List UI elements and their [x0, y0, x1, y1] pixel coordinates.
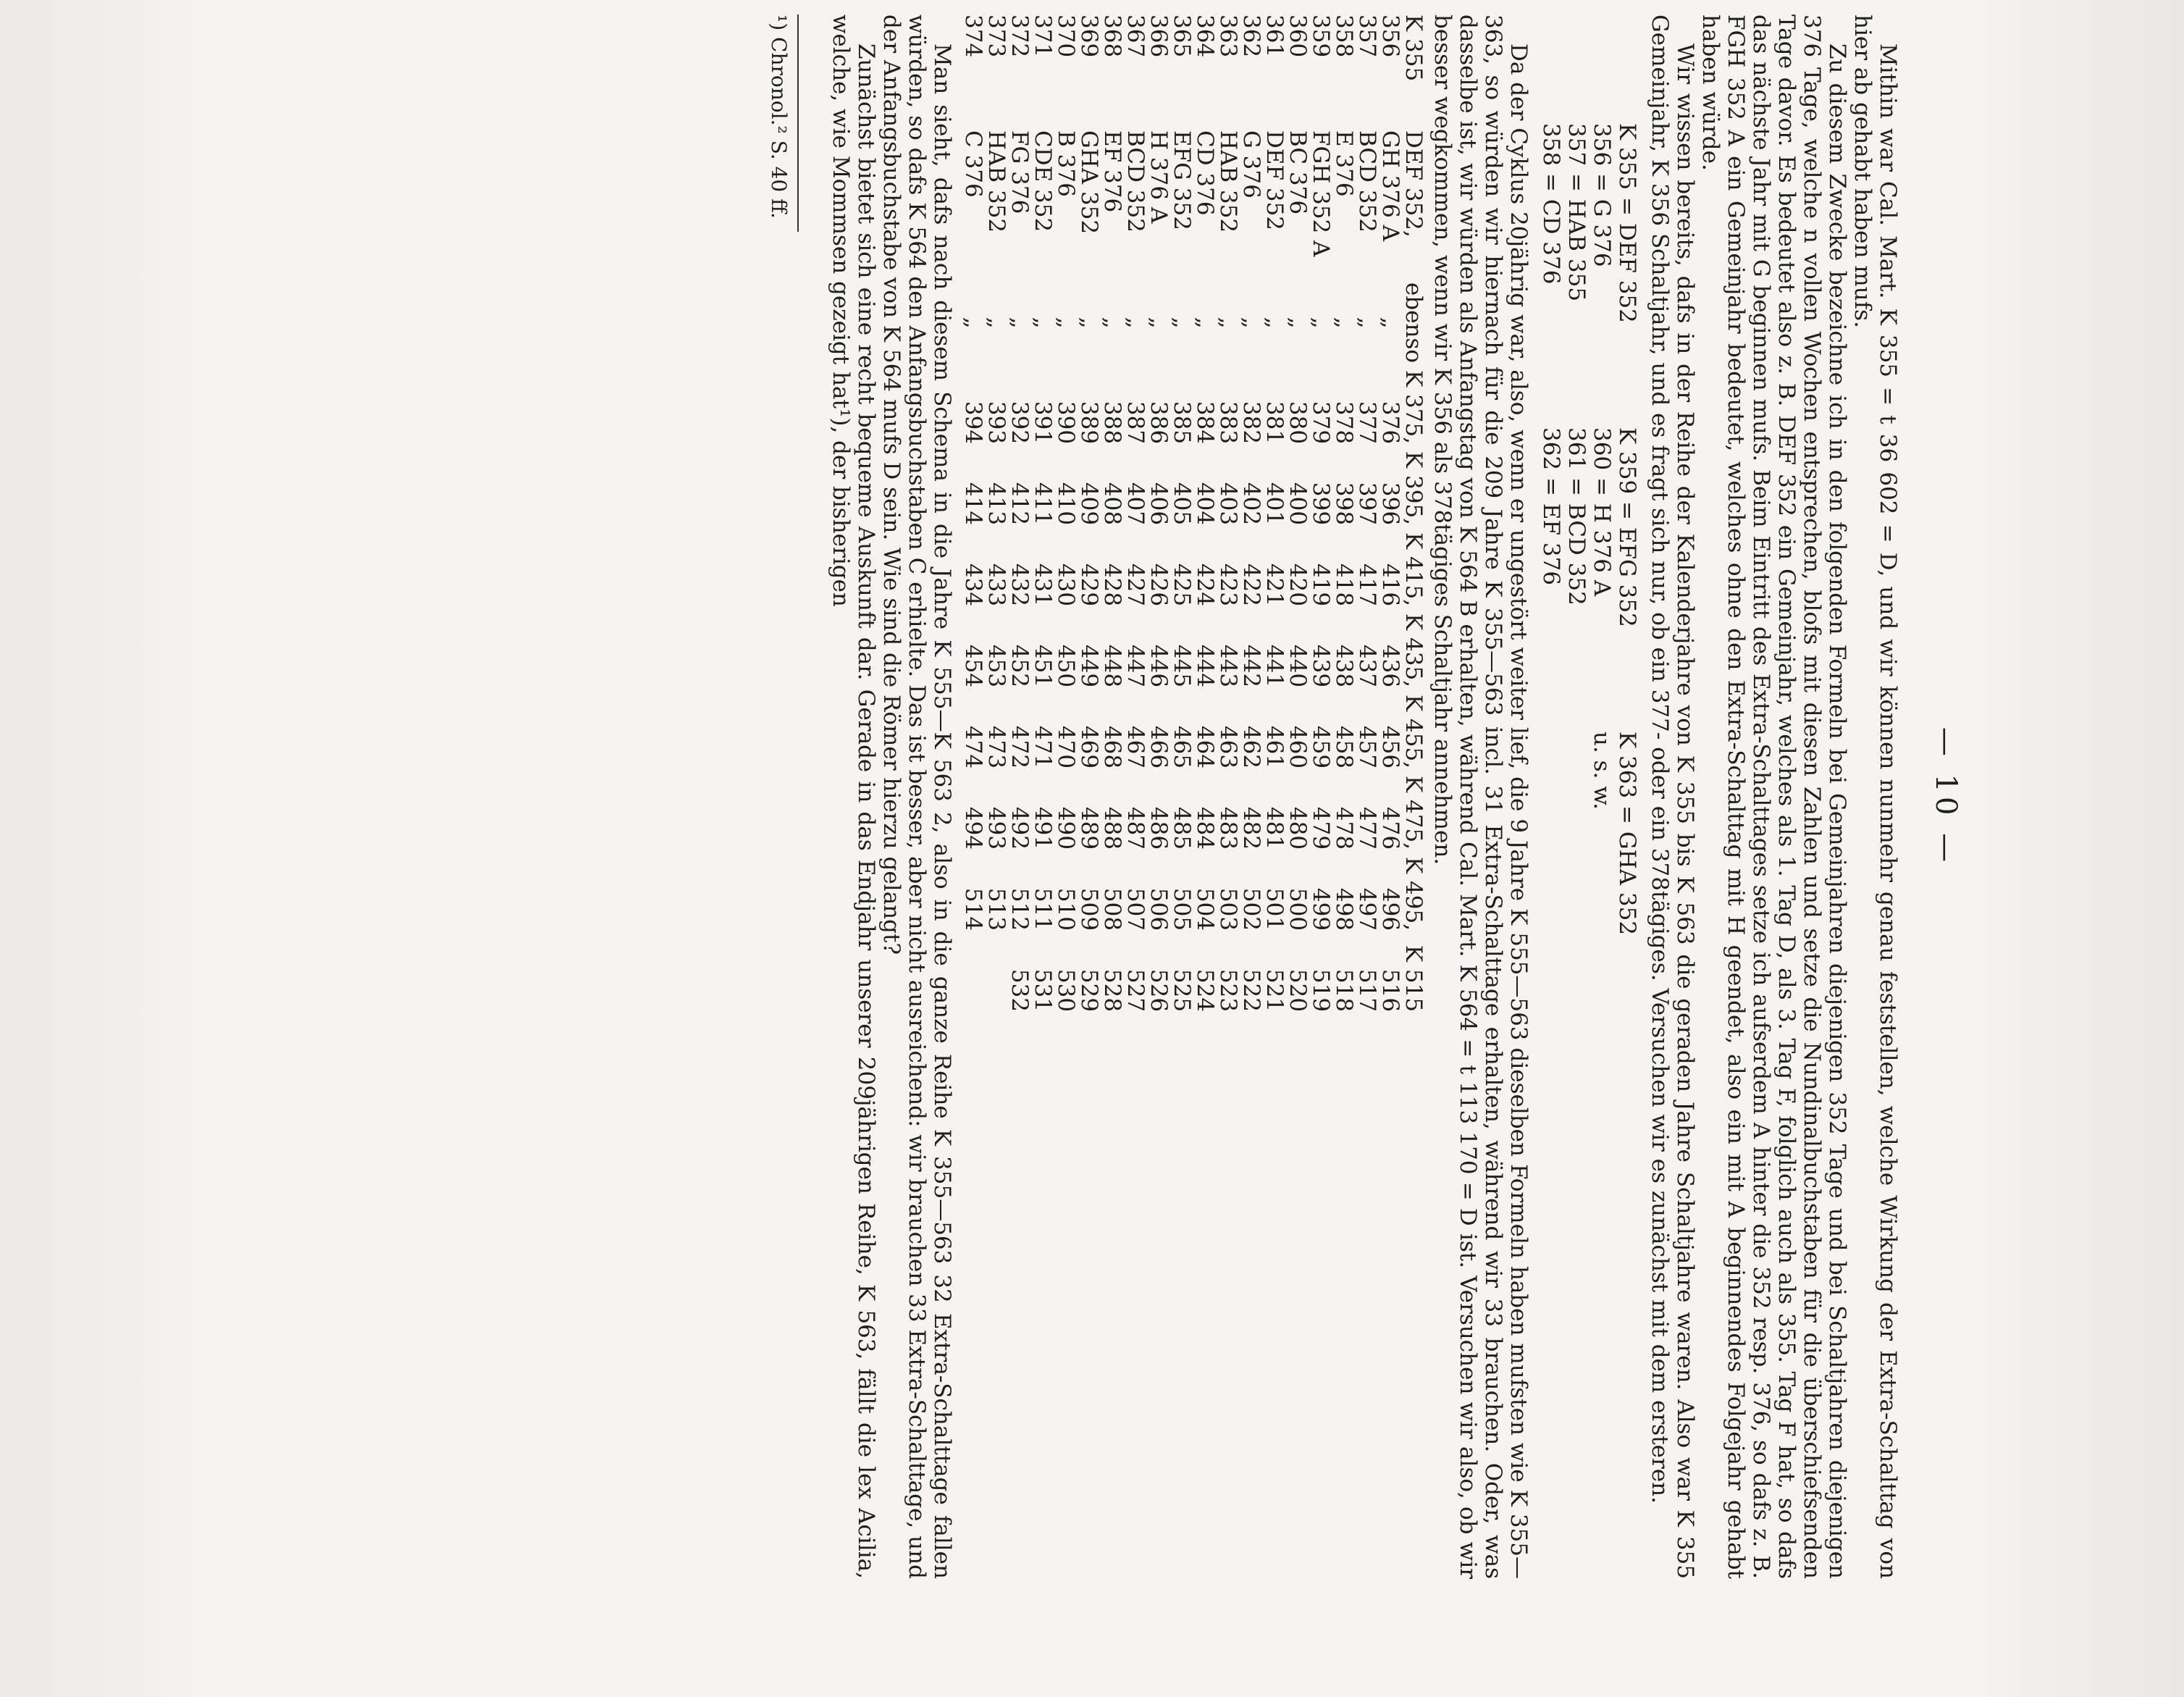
formula-cell: H 376 A	[1146, 130, 1172, 224]
note-cell: „	[960, 317, 986, 329]
value-cell: 440	[1285, 644, 1311, 688]
value-cell: 480	[1285, 806, 1311, 850]
year-cell: 359	[1308, 14, 1334, 58]
note-cell: „	[1076, 317, 1102, 329]
formula-cell: HAB 352	[983, 130, 1009, 233]
formula-line: 357 = HAB 355	[1563, 123, 1589, 302]
year-cell: 356	[1377, 14, 1403, 58]
formula-line: K 355 = DEF 352	[1614, 123, 1640, 323]
value-cell: 473	[983, 725, 1009, 769]
table-row	[1124, 14, 1147, 1012]
formula-cell: FGH 352 A	[1308, 130, 1334, 257]
table-row	[1240, 14, 1263, 1012]
value-cell: K 375,	[1400, 370, 1427, 445]
value-cell: 421	[1261, 563, 1288, 607]
value-cell: 501	[1261, 887, 1288, 931]
value-cell: 464	[1192, 725, 1218, 769]
table-row	[1008, 14, 1031, 1012]
value-cell: 446	[1146, 644, 1172, 688]
page-number: — 10 —	[1929, 726, 1962, 867]
value-cell: 425	[1169, 563, 1195, 607]
note-cell: „	[1030, 317, 1056, 329]
year-cell: 357	[1354, 14, 1380, 58]
value-cell: 466	[1146, 725, 1172, 769]
year-cell: 358	[1331, 14, 1357, 58]
value-cell: K 415,	[1400, 532, 1427, 607]
value-cell: 508	[1099, 887, 1125, 931]
value-cell: 487	[1122, 806, 1148, 850]
value-cell: 451	[1030, 644, 1056, 688]
formula-cell: CDE 352	[1030, 130, 1056, 232]
value-cell: 382	[1238, 401, 1264, 445]
value-cell: 381	[1261, 401, 1288, 445]
formula-cell: BC 376	[1285, 130, 1311, 215]
formula-column-3	[1538, 732, 1639, 1036]
formula-cell: B 376	[1053, 130, 1079, 197]
value-cell: 489	[1076, 806, 1102, 850]
value-cell: 419	[1308, 563, 1334, 607]
formula-cell: DEF 352	[1261, 130, 1288, 231]
value-cell: 505	[1169, 887, 1195, 931]
value-cell: 378	[1331, 401, 1357, 445]
formula-line: 361 = BCD 352	[1563, 427, 1589, 606]
table-row	[1379, 14, 1402, 1012]
rotated-page-content	[377, 14, 1970, 1579]
value-cell: 491	[1030, 806, 1056, 850]
table-row	[1193, 14, 1217, 1012]
table-row	[985, 14, 1008, 1012]
value-cell: 416	[1377, 563, 1403, 607]
value-cell: 417	[1354, 563, 1380, 607]
value-cell: 394	[960, 401, 986, 445]
formula-column-2	[1538, 427, 1639, 732]
value-cell: 427	[1122, 563, 1148, 607]
formula-line: 358 = CD 376	[1538, 123, 1564, 285]
value-cell: 428	[1099, 563, 1125, 607]
year-cell: 369	[1076, 14, 1102, 58]
table-row	[1356, 14, 1379, 1012]
note-cell: „	[1099, 317, 1125, 329]
value-cell: 502	[1238, 887, 1264, 931]
value-cell: 376	[1377, 401, 1403, 445]
value-cell: 408	[1099, 482, 1125, 526]
year-cell: 367	[1122, 14, 1148, 58]
value-cell: 490	[1053, 806, 1079, 850]
value-cell: 463	[1215, 725, 1241, 769]
formula-line: K 363 = GHA 352	[1614, 732, 1640, 936]
value-cell	[985, 931, 1008, 1012]
value-cell: 510	[1053, 887, 1079, 931]
value-cell: 509	[1076, 887, 1102, 931]
value-cell: 516	[1377, 968, 1403, 1013]
value-cell: 413	[983, 482, 1009, 526]
year-cell: 366	[1146, 14, 1172, 58]
year-cell: 362	[1238, 14, 1264, 58]
value-cell: 524	[1192, 968, 1218, 1013]
value-cell: 522	[1238, 968, 1264, 1013]
value-cell: 444	[1192, 644, 1218, 688]
value-cell: 494	[960, 806, 986, 850]
note-cell: „	[1331, 317, 1357, 329]
note-cell: „	[1169, 317, 1195, 329]
value-cell: 380	[1285, 401, 1311, 445]
value-cell: 498	[1331, 887, 1357, 931]
value-cell: 529	[1076, 968, 1102, 1013]
value-cell: 513	[983, 887, 1009, 931]
value-cell: 441	[1261, 644, 1288, 688]
formula-cell: HAB 352	[1215, 130, 1241, 233]
table-row	[1217, 14, 1240, 1012]
value-cell: 390	[1053, 401, 1079, 445]
year-cell: 370	[1053, 14, 1079, 58]
value-cell: 420	[1285, 563, 1311, 607]
table-row	[1147, 14, 1170, 1012]
paragraph-3: Wir wissen bereits, dafs in der Reihe der Kalenderjahre von K 355 bis K 563 die geraden Jahre Schaltjahre waren. Also war K 355 Gemeinjahr, K 356 Schaltjahr, und es fragt sich nur, ob ein 377- oder ein 378tägiges. Versuchen wir es zunächst mit dem ersteren.	[1647, 14, 1698, 1579]
value-cell: 514	[960, 887, 986, 931]
value-cell: 523	[1215, 968, 1241, 1013]
value-cell: 397	[1354, 482, 1380, 526]
value-cell: 531	[1030, 968, 1056, 1013]
value-cell: 389	[1076, 401, 1102, 445]
formula-cell: G 376	[1238, 130, 1264, 198]
value-cell: 377	[1354, 401, 1380, 445]
value-cell: 519	[1308, 968, 1334, 1013]
table-row	[962, 14, 985, 1012]
note-cell: „	[1215, 317, 1241, 329]
formula-block	[1538, 123, 1639, 1579]
value-cell: 401	[1261, 482, 1288, 526]
value-cell: 472	[1007, 725, 1033, 769]
value-cell: 387	[1122, 401, 1148, 445]
year-cell: 361	[1261, 14, 1288, 58]
value-cell: 458	[1331, 725, 1357, 769]
formula-cell: GH 376 A	[1377, 130, 1403, 242]
formula-cell: EF 376	[1099, 130, 1125, 213]
value-cell: 452	[1007, 644, 1033, 688]
schema-table	[962, 14, 1425, 1012]
value-cell: 398	[1331, 482, 1357, 526]
formula-line: K 359 = EFG 352	[1614, 427, 1640, 627]
value-cell: 532	[1007, 968, 1033, 1013]
value-cell: 483	[1215, 806, 1241, 850]
value-cell: 409	[1076, 482, 1102, 526]
value-cell: 424	[1192, 563, 1218, 607]
value-cell: K 515	[1400, 944, 1427, 1013]
value-cell: 493	[983, 806, 1009, 850]
note-cell: „	[1285, 317, 1311, 329]
value-cell: 407	[1122, 482, 1148, 526]
value-cell: 453	[983, 644, 1009, 688]
value-cell: 521	[1261, 968, 1288, 1013]
note-cell: „	[1007, 317, 1033, 329]
value-cell: 405	[1169, 482, 1195, 526]
value-cell: 454	[960, 644, 986, 688]
formula-cell: DEF 352,	[1400, 130, 1427, 238]
value-cell: 484	[1192, 806, 1218, 850]
value-cell: 530	[1053, 968, 1079, 1013]
value-cell: 517	[1354, 968, 1380, 1013]
table-row	[1263, 14, 1286, 1012]
table-row	[1031, 14, 1054, 1012]
value-cell: 411	[1030, 482, 1056, 526]
table-row	[1054, 14, 1078, 1012]
year-cell: K 355	[1400, 14, 1427, 82]
note-cell: „	[1146, 317, 1172, 329]
formula-line: 360 = H 376 A	[1589, 427, 1615, 597]
value-cell: 518	[1331, 968, 1357, 1013]
value-cell: 423	[1215, 563, 1241, 607]
value-cell: 406	[1146, 482, 1172, 526]
value-cell: 478	[1331, 806, 1357, 850]
formula-cell: CD 376	[1192, 130, 1218, 216]
value-cell: 460	[1285, 725, 1311, 769]
value-cell: 497	[1354, 887, 1380, 931]
value-cell: 384	[1192, 401, 1218, 445]
value-cell: 404	[1192, 482, 1218, 526]
value-cell: 526	[1146, 968, 1172, 1013]
value-cell: 437	[1354, 644, 1380, 688]
value-cell: 456	[1377, 725, 1403, 769]
formula-cell: BCD 352	[1122, 130, 1148, 232]
value-cell: 471	[1030, 725, 1056, 769]
value-cell: K 475,	[1400, 776, 1427, 850]
value-cell: 379	[1308, 401, 1334, 445]
value-cell: 392	[1007, 401, 1033, 445]
value-cell: K 395,	[1400, 451, 1427, 526]
value-cell: 418	[1331, 563, 1357, 607]
value-cell: 412	[1007, 482, 1033, 526]
value-cell: 481	[1261, 806, 1288, 850]
value-cell: 400	[1285, 482, 1311, 526]
value-cell: 511	[1030, 887, 1056, 931]
paragraph-1: Mithin war Cal. Mart. K 355 = t 36 602 = D, und wir können nunmehr genau feststellen, welche Wirkung der Extra-Schalttag von hier ab gehabt haben mufs.	[1849, 14, 1901, 1579]
value-cell: 507	[1122, 887, 1148, 931]
year-cell: 364	[1192, 14, 1218, 58]
value-cell: 528	[1099, 968, 1125, 1013]
paragraph-4: Da der Cyklus 20jährig war, also, wenn er ungestört weiter lief, die 9 Jahre K 555—563 dieselben Formeln haben mufsten wie K 355—363, so würden wir hiernach für die 209 Jahre K 355—563 incl. 31 Extra-Schalttage erhalten, während wir 33 brauchen. Oder, was dasselbe ist, wir würden als Anfangstag von K 564 B erhalten, während Cal. Mart. K 564 = t 113 170 = D ist. Versuchen wir also, ob wir besser wegkommen, wenn wir K 356 als 378tägiges Schaltjahr annehmen.	[1429, 14, 1532, 1579]
value-cell: 467	[1122, 725, 1148, 769]
value-cell: 402	[1238, 482, 1264, 526]
value-cell: 450	[1053, 644, 1079, 688]
value-cell: 388	[1099, 401, 1125, 445]
note-cell: ebenso	[1400, 282, 1427, 364]
value-cell: 504	[1192, 887, 1218, 931]
footnote: ¹) Chronol.² S. 40 ff.	[767, 14, 791, 219]
value-cell: K 455,	[1400, 695, 1427, 769]
note-cell: „	[1261, 317, 1288, 329]
value-cell: 492	[1007, 806, 1033, 850]
value-cell	[962, 931, 985, 1012]
value-cell: 410	[1053, 482, 1079, 526]
value-cell: 470	[1053, 725, 1079, 769]
value-cell: 477	[1354, 806, 1380, 850]
value-cell: 485	[1169, 806, 1195, 850]
value-cell: 439	[1308, 644, 1334, 688]
formula-cell: EFG 352	[1169, 130, 1195, 230]
value-cell: 479	[1308, 806, 1334, 850]
year-cell: 373	[983, 14, 1009, 58]
value-cell: 393	[983, 401, 1009, 445]
paragraph-6: Zunächst bietet sich eine recht bequeme Auskunft dar. Gerade in das Endjahr unserer 209jährigen Reihe, K 563, fällt die lex Acilia, welche, wie Mommsen gezeigt hat¹), der bisherigen	[828, 14, 879, 1579]
value-cell: 462	[1238, 725, 1264, 769]
formula-cell: C 376	[960, 130, 986, 198]
value-cell: 431	[1030, 563, 1056, 607]
value-cell: 430	[1053, 563, 1079, 607]
value-cell: 386	[1146, 401, 1172, 445]
value-cell: 438	[1331, 644, 1357, 688]
body-text-top	[1647, 14, 1900, 1579]
value-cell: 391	[1030, 401, 1056, 445]
value-cell: 422	[1238, 563, 1264, 607]
formula-line: 356 = G 376	[1589, 123, 1615, 267]
note-cell: „	[983, 317, 1009, 329]
value-cell: 496	[1377, 887, 1403, 931]
value-cell: 457	[1354, 725, 1380, 769]
value-cell: 465	[1169, 725, 1195, 769]
value-cell: 520	[1285, 968, 1311, 1013]
value-cell: 414	[960, 482, 986, 526]
formula-line: 362 = EF 376	[1538, 427, 1564, 586]
year-cell: 371	[1030, 14, 1056, 58]
note-cell: „	[1354, 317, 1380, 329]
note-cell: „	[1122, 317, 1148, 329]
value-cell: 486	[1146, 806, 1172, 850]
table-row	[1170, 14, 1193, 1012]
value-cell: 383	[1215, 401, 1241, 445]
paragraph-2: Zu diesem Zwecke bezeichne ich in den folgenden Formeln bei Gemeinjahren diejenigen 352 Tage und bei Schaltjahren diejenigen 376 Tage, welche n vollen Wochen entsprechen, blofs mit diesen Zahlen und setze die Nundinalbuchstaben für die überschiefsenden Tage davor. Es bedeutet also z. B. DEF 352 ein Gemeinjahr, welches als 1. Tag D, als 3. Tag F, folglich auch als 355. Tag F hat, so dafs das nächste Jahr mit G beginnen mufs. Beim Eintritt des Extra-Schalttages setze ich aufserdem A hinter die 352 resp. 376, so dafs z. B. FGH 352 A ein Gemeinjahr bedeutet, welches ohne den Extra-Schalttag mit H geendet, also ein mit A beginnendes Folgejahr gehabt haben würde.	[1697, 14, 1850, 1579]
table-row	[1286, 14, 1309, 1012]
value-cell: 433	[983, 563, 1009, 607]
value-cell: 403	[1215, 482, 1241, 526]
value-cell: 461	[1261, 725, 1288, 769]
formula-cell: FG 376	[1007, 130, 1033, 214]
value-cell: 476	[1377, 806, 1403, 850]
value-cell: 399	[1308, 482, 1334, 526]
value-cell: 499	[1308, 887, 1334, 931]
value-cell: K 435,	[1400, 613, 1427, 688]
year-cell: 360	[1285, 14, 1311, 58]
value-cell: 506	[1146, 887, 1172, 931]
value-cell: 488	[1099, 806, 1125, 850]
value-cell: 474	[960, 725, 986, 769]
table-row	[1309, 14, 1332, 1012]
value-cell: 432	[1007, 563, 1033, 607]
value-cell: K 495,	[1400, 857, 1427, 931]
paragraph-5: Man sieht, dafs nach diesem Schema in die Jahre K 555—K 563 2, also in die ganze Reihe K 355—563 32 Extra-Schalttage fallen würden, so dafs K 564 den Anfangsbuchstaben C erhielte. Das ist besser, aber nicht ausreichend: wir brauchen 33 Extra-Schalttage, und der Anfangsbuchstabe von K 564 mufs D sein. Wie sind die Römer hierzu gelangt?	[878, 14, 955, 1579]
value-cell: 443	[1215, 644, 1241, 688]
note-cell: „	[1238, 317, 1264, 329]
value-cell: 434	[960, 563, 986, 607]
formula-cell: BCD 352	[1354, 130, 1380, 232]
value-cell: 436	[1377, 644, 1403, 688]
table-row	[1332, 14, 1356, 1012]
table-row	[1402, 14, 1425, 1012]
year-cell: 372	[1007, 14, 1033, 58]
value-cell: 445	[1169, 644, 1195, 688]
value-cell: 447	[1122, 644, 1148, 688]
value-cell: 482	[1238, 806, 1264, 850]
formula-cell: GHA 352	[1076, 130, 1102, 235]
value-cell: 385	[1169, 401, 1195, 445]
value-cell: 503	[1215, 887, 1241, 931]
value-cell: 527	[1122, 968, 1148, 1013]
formula-cell: E 376	[1331, 130, 1357, 197]
formula-column-1	[1538, 123, 1639, 427]
table-row	[1078, 14, 1101, 1012]
formula-line: u. s. w.	[1589, 732, 1615, 810]
value-cell: 448	[1099, 644, 1125, 688]
value-cell: 469	[1076, 725, 1102, 769]
note-cell: „	[1192, 317, 1218, 329]
value-cell: 429	[1076, 563, 1102, 607]
value-cell: 426	[1146, 563, 1172, 607]
table-row	[1101, 14, 1124, 1012]
note-cell: „	[1053, 317, 1079, 329]
value-cell: 512	[1007, 887, 1033, 931]
year-cell: 365	[1169, 14, 1195, 58]
value-cell: 500	[1285, 887, 1311, 931]
footnote-rule	[797, 14, 799, 232]
value-cell: 459	[1308, 725, 1334, 769]
note-cell: „	[1377, 317, 1403, 329]
value-cell: 396	[1377, 482, 1403, 526]
year-cell: 368	[1099, 14, 1125, 58]
value-cell: 525	[1169, 968, 1195, 1013]
year-cell: 363	[1215, 14, 1241, 58]
value-cell: 468	[1099, 725, 1125, 769]
note-cell: „	[1308, 317, 1334, 329]
value-cell: 442	[1238, 644, 1264, 688]
value-cell: 449	[1076, 644, 1102, 688]
year-cell: 374	[960, 14, 986, 58]
